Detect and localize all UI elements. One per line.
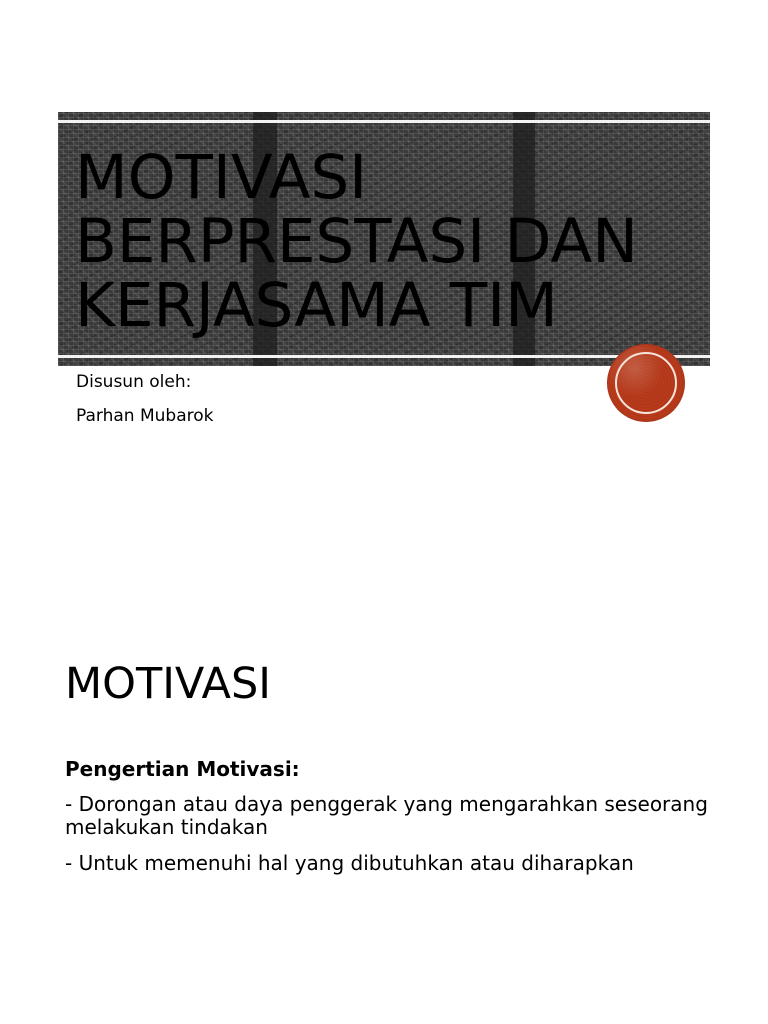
- slide-title: MOTIVASI BERPRESTASI DAN KERJASAMA TIM: [75, 142, 638, 341]
- bullet-point: - Dorongan atau daya penggerak yang mengarahkan seseorang melakukan tindakan: [65, 792, 708, 839]
- subtitle-author-label: Disusun oleh:: [76, 372, 192, 392]
- banner-top-rule: [58, 120, 710, 123]
- subtitle-author-name: Parhan Mubarok: [76, 406, 214, 426]
- bullet-point: - Untuk memenuhi hal yang dibutuhkan atau diharapkan: [65, 851, 634, 875]
- badge-ring: [615, 352, 677, 414]
- section-title: MOTIVASI: [65, 659, 271, 709]
- decorative-circle-badge: [608, 345, 684, 421]
- banner-bottom-rule: [58, 355, 710, 358]
- section-heading: Pengertian Motivasi:: [65, 757, 300, 781]
